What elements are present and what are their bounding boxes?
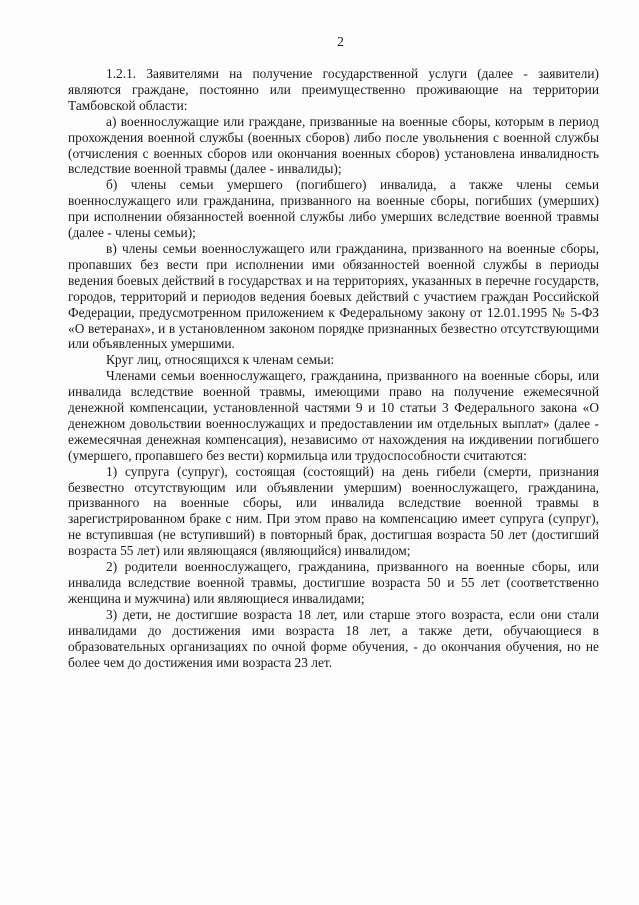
paragraph-item-v-missing: в) члены семьи военнослужащего или гражданина, призванного на военные сборы, пропавших без вести при исполнении ими обязанностей военной службы в периоды ведения боевых действий в государствах и на территориях, указанных в перечне государств, городов, территорий и периодов ведения боевых действий с участием граждан Российской Федерации, предусмотренном приложением к Федеральному закону от 12.01.1995 № 5-ФЗ «О ветеранах», и в установленном законом порядке признанных безвестно отсутствующими или объявленных умершими. (68, 240, 599, 352)
paragraph-item-a-disabled: а) военнослужащие или граждане, призванные на военные сборы, которым в период прохождения военной службы (военных сборов) либо после увольнения с военной службы (отчисления с военных сборов или окончания военных сборов) установлена инвалидность вследствие военной травмы (далее - инвалиды); (68, 113, 599, 177)
paragraph-item-b-family-members: б) члены семьи умершего (погибшего) инвалида, а также члены семьи военнослужащего или гражданина, призванного на военные сборы, погибших (умерших) при исполнении обязанностей военной службы либо умерших вследствие военной травмы (далее - члены семьи); (68, 177, 599, 241)
paragraph-family-definition: Членами семьи военнослужащего, гражданина, призванного на военные сборы, или инвалида вследствие военной травмы, имеющими право на получение ежемесячной денежной компенсации, установленной частями 9 и 10 статьи 3 Федерального закона «О денежном довольствии военнослужащих и предоставлении им отдельных выплат» (далее - ежемесячная денежная компенсация), независимо от нахождения на иждивении погибшего (умершего, пропавшего без вести) кормильца или трудоспособности считаются: (68, 368, 599, 463)
paragraph-item-3-children: 3) дети, не достигшие возраста 18 лет, или старше этого возраста, если они стали инвалидами до достижения ими возраста 18 лет, а также дети, обучающиеся в образовательных организациях по очной форме обучения, - до окончания обучения, но не более чем до достижения ими возраста 23 лет. (68, 606, 599, 670)
paragraph-family-circle-heading: Круг лиц, относящихся к членам семьи: (106, 352, 335, 368)
paragraph-item-1-spouse: 1) супруга (супруг), состоящая (состоящий) на день гибели (смерти, признания безвестно отсутствующим или объявлении умершим) военнослужащего, гражданина, призванного на военные сборы, или инвалида вследствие военной травмы в зарегистрированном браке с ним. При этом право на компенсацию имеет супруга (супруг), не вступившая (не вступивший) в повторный брак, достигшая возраста 50 лет (достигший возраста 55 лет) или являющаяся (являющийся) инвалидом; (68, 463, 599, 559)
paragraph-1-2-1-applicants: 1.2.1. Заявителями на получение государственной услуги (далее - заявители) являются граждане, постоянно или преимущественно проживающие на территории Тамбовской области: (68, 66, 599, 113)
document-body (68, 66, 599, 670)
paragraph-item-2-parents: 2) родители военнослужащего, гражданина, призванного на военные сборы, или инвалида вследствие военной травмы, достигшие возраста 50 и 55 лет (соответственно женщина и мужчина) или являющиеся инвалидами; (68, 559, 599, 606)
page-number: 2 (337, 34, 344, 49)
